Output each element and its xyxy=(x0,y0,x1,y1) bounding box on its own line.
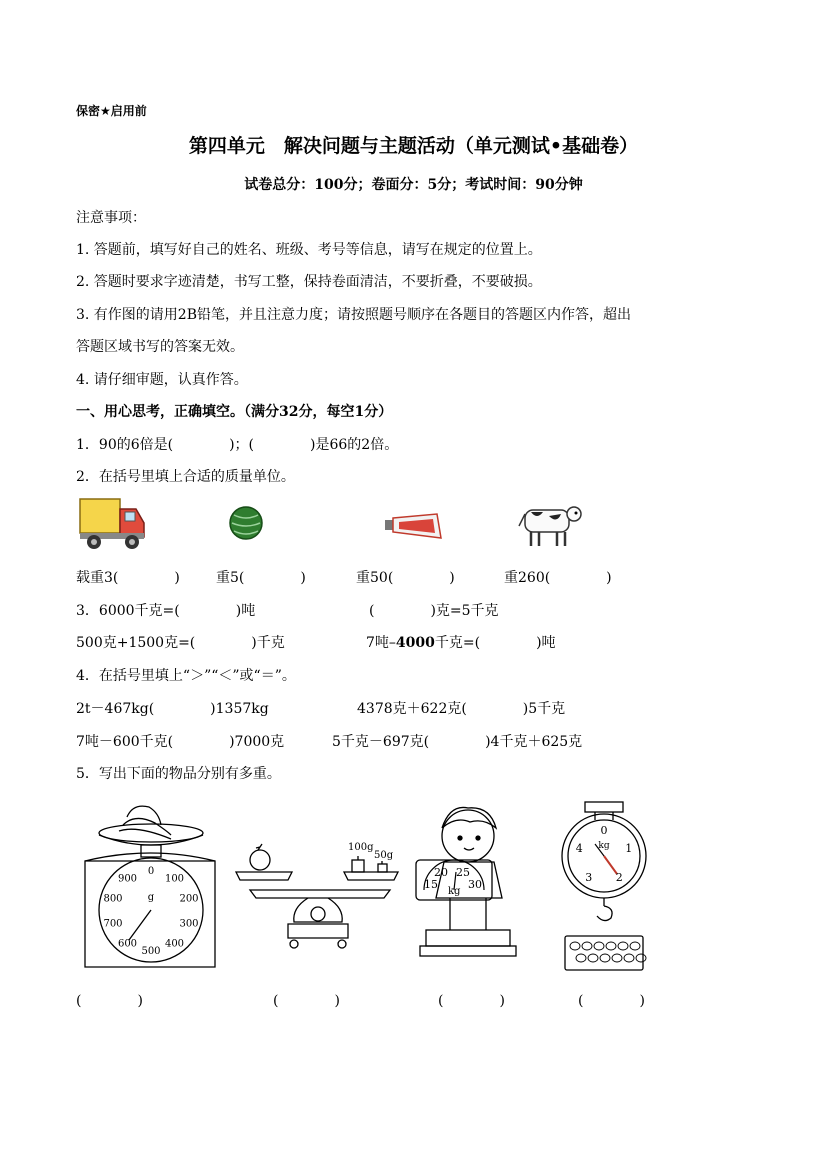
toothpaste-icon xyxy=(385,512,445,542)
q2-item-truck: 载重3( ) xyxy=(76,570,180,586)
q2-item-watermelon: 重5( ) xyxy=(216,570,306,586)
question-5: 5．写出下面的物品分别有多重。 xyxy=(76,766,281,782)
basket-mesh xyxy=(618,942,628,950)
basket-mesh xyxy=(606,942,616,950)
note-item: 4. 请仔细审题，认真作答。 xyxy=(76,372,248,388)
q2-item-cow: 重260( ) xyxy=(504,570,612,586)
scale-tick-label: 700 xyxy=(103,918,123,930)
spring-scale-figure xyxy=(555,800,655,975)
q4-item: 7吨－600千克( )7000克 xyxy=(76,734,285,750)
weight-label-50g: 50g xyxy=(374,850,394,861)
q5-answer-2: ( ) xyxy=(273,993,340,1009)
spring-scale-tick: 2 xyxy=(615,871,623,884)
scale-unit-label: g xyxy=(147,892,155,903)
page-title: 第四单元 解决问题与主题活动（单元测试•基础卷） xyxy=(188,135,639,157)
basket-mesh xyxy=(612,954,622,962)
person-scale-figure xyxy=(410,798,525,963)
watermelon-icon xyxy=(228,505,264,541)
person-scale-unit: kg xyxy=(448,886,461,897)
question-3-d xyxy=(366,632,556,652)
spring-scale-tick: 3 xyxy=(585,871,593,884)
basket-mesh xyxy=(636,954,646,962)
q3d-bold: 4000 xyxy=(395,635,435,651)
q5-answer-4: ( ) xyxy=(578,993,645,1009)
q4-item: 5千克－697克( )4千克＋625克 xyxy=(332,734,583,750)
secret-label: 保密★启用前 xyxy=(76,104,147,118)
scale-tick-label: 400 xyxy=(164,938,185,950)
truck-icon xyxy=(78,497,148,552)
basket-mesh xyxy=(630,942,640,950)
q4-item: 2t－467kg( )1357kg xyxy=(76,701,269,717)
basket-mesh xyxy=(588,954,598,962)
section-heading: 一、用心思考，正确填空。（满分32分，每空1分） xyxy=(76,404,393,420)
scale-tick-label: 900 xyxy=(117,873,138,885)
scale-tick-label: 200 xyxy=(179,893,199,905)
scale-tick-label: 500 xyxy=(141,946,161,957)
basket-mesh xyxy=(576,954,586,962)
question-3-b: ( )克=5千克 xyxy=(369,603,499,619)
person-scale-tick: 25 xyxy=(456,866,470,879)
scale-tick-label: 600 xyxy=(117,938,138,950)
spring-scale-tick: 1 xyxy=(625,842,633,855)
balance-figure xyxy=(232,838,407,958)
q2-item-toothpaste: 重50( ) xyxy=(356,570,455,586)
person-scale-tick: 20 xyxy=(434,866,448,879)
q3d-suffix: 千克=( )吨 xyxy=(434,635,556,651)
basket-mesh xyxy=(600,954,610,962)
scale-tick-label: 300 xyxy=(179,918,199,930)
notes-heading: 注意事项： xyxy=(76,210,146,226)
scale-tick-label: 800 xyxy=(103,893,123,905)
question-1: 1．90的6倍是( )；( )是66的2倍。 xyxy=(76,437,399,453)
exam-info: 试卷总分：100分；卷面分：5分；考试时间：90分钟 xyxy=(244,177,583,193)
cow-icon xyxy=(517,500,583,550)
spring-scale-tick: 4 xyxy=(575,842,583,855)
question-3-c: 500克+1500克=( )千克 xyxy=(76,635,285,651)
kitchen-scale-figure xyxy=(75,795,225,980)
basket-mesh xyxy=(570,942,580,950)
person-scale-tick: 30 xyxy=(468,878,482,891)
basket-mesh xyxy=(594,942,604,950)
note-item: 答题区域书写的答案无效。 xyxy=(76,339,244,355)
scale-tick-label: 0 xyxy=(147,866,155,877)
q5-answer-3: ( ) xyxy=(438,993,505,1009)
question-4: 4．在括号里填上“＞”“＜”或“＝”。 xyxy=(76,668,296,684)
note-item: 3. 有作图的请用2B铅笔，并且注意力度；请按照题号顺序在各题目的答题区内作答，超出 xyxy=(76,307,632,323)
note-item: 2. 答题时要求字迹清楚，书写工整，保持卷面清洁，不要折叠，不要破损。 xyxy=(76,274,542,290)
basket-mesh xyxy=(624,954,634,962)
basket-mesh xyxy=(582,942,592,950)
person-scale-tick: 15 xyxy=(424,878,438,891)
scale-tick-label: 100 xyxy=(164,873,185,885)
q4-item: 4378克＋622克( )5千克 xyxy=(357,701,566,717)
question-3-a: 3．6000千克=( )吨 xyxy=(76,603,256,619)
weight-label-100g: 100g xyxy=(348,842,374,853)
q5-answer-1: ( ) xyxy=(76,993,143,1009)
note-item: 1. 答题前，填写好自己的姓名、班级、考号等信息，请写在规定的位置上。 xyxy=(76,242,542,258)
question-2: 2．在括号里填上合适的质量单位。 xyxy=(76,469,295,485)
spring-scale-unit: kg xyxy=(598,841,610,851)
q3d-prefix: 7吨– xyxy=(366,635,396,651)
spring-scale-tick: 0 xyxy=(600,824,608,837)
